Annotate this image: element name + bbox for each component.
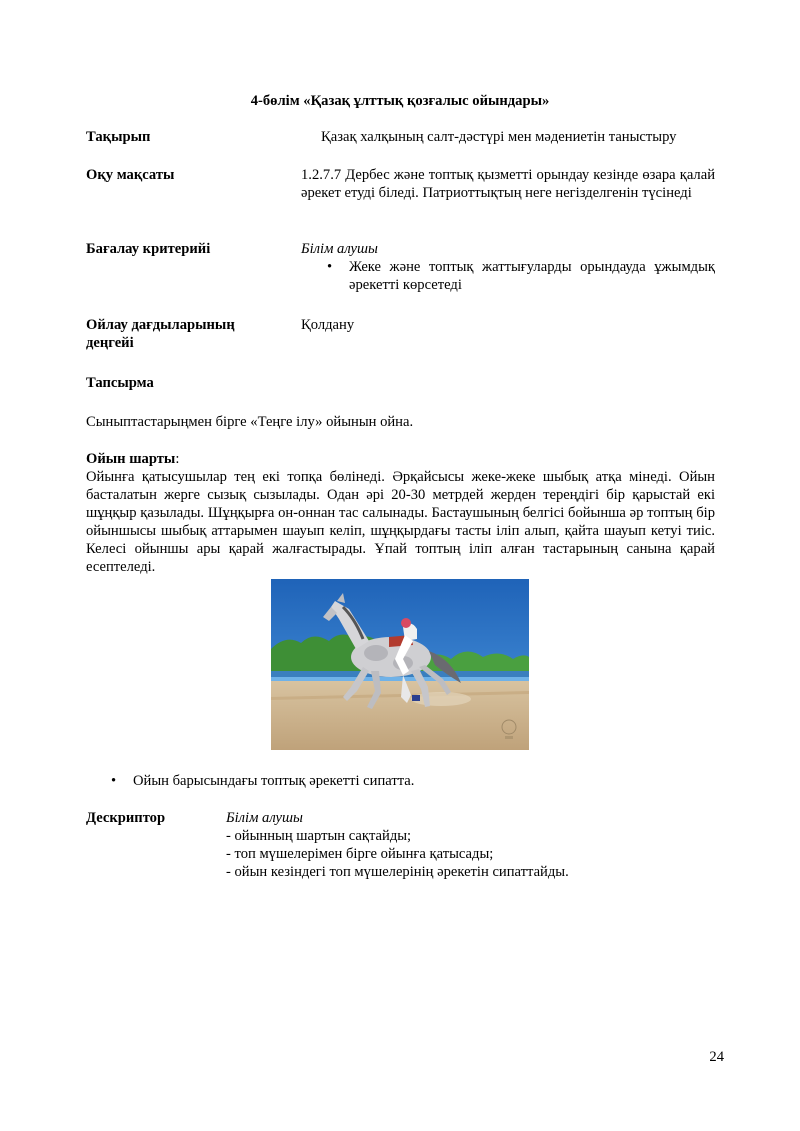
- task-text: Сыныптастарыңмен бірге «Теңге ілу» ойынын ойна.: [86, 414, 414, 430]
- rules-colon: :: [175, 451, 180, 467]
- bullet-icon: •: [111, 773, 117, 789]
- horse-rider-picture: [271, 579, 529, 750]
- thinking-value: Қолдану: [301, 317, 355, 333]
- criteria-label: Бағалау критерийі: [86, 241, 211, 257]
- rules-heading: Ойын шарты: [86, 451, 176, 467]
- descriptor-item: - ойынның шартын сақтайды;: [226, 828, 412, 844]
- task-bullet-item: [86, 772, 715, 790]
- descriptor-label: Дескриптор: [86, 810, 166, 826]
- descriptor-list: [226, 809, 706, 881]
- section-title: 4-бөлім «Қазақ ұлттық қозғалыс ойындары»: [250, 93, 550, 109]
- topic-value: Қазақ халқының салт-дәстүрі мен мәдениетін таныстыру: [321, 129, 677, 145]
- descriptor-intro: Білім алушы: [226, 810, 303, 826]
- topic-label: Тақырып: [86, 129, 151, 145]
- rules-heading-line: [86, 450, 715, 468]
- task-bullet-line: [86, 772, 715, 790]
- thinking-label: Ойлау дағдыларының деңгейі: [86, 317, 235, 351]
- task-heading: Тапсырма: [86, 375, 154, 391]
- descriptor-item: - топ мүшелерімен бірге ойынға қатысады;: [226, 846, 494, 862]
- bullet-icon: •: [327, 259, 333, 275]
- horse-game-photo: [271, 579, 529, 750]
- criteria-value: [301, 240, 715, 294]
- task-bullet-text: Ойын барысындағы топтық әрекетті сипатта.: [133, 773, 415, 789]
- criteria-bullet-item: [301, 258, 715, 294]
- objective-value: 1.2.7.7 Дербес және топтық қызметті орындау кезінде өзара қалай әрекет етуді біледі. Патриоттықтың неге негізделгенін түсінеді: [301, 167, 715, 201]
- criteria-intro: Білім алушы: [301, 241, 378, 257]
- objective-label: Оқу мақсаты: [86, 167, 175, 183]
- page-number: 24: [709, 1049, 724, 1065]
- descriptor-item: - ойын кезіндегі топ мүшелерінің әрекетін сипаттайды.: [226, 864, 569, 880]
- rules-text: Ойынға қатысушылар тең екі топқа бөлінеді. Әрқайсысы жеке-жеке шыбық атқа мінеді. Ойын басталатын жерге сызық сызылады. Одан әрі 20-30 метрдей жерден тереңдігі бір қарыстай екі шұңқыр қазылады. Шұңқырға он-оннан тас салынады. Бастаушының белгісі бойынша әр топтың бір ойыншысы шыбық аттарымен шауып келіп, шұңқырдағы тасты іліп алып, қайта шауып кетуі тиіс. Келесі ойыншы ары қарай жалғастырады. Ұпай топтың іліп алған тастарының санына қарай есептеледі.: [86, 469, 715, 575]
- criteria-bullet-text: Жеке және топтық жаттығуларды орындауда ұжымдық әрекетті көрсетеді: [349, 259, 715, 293]
